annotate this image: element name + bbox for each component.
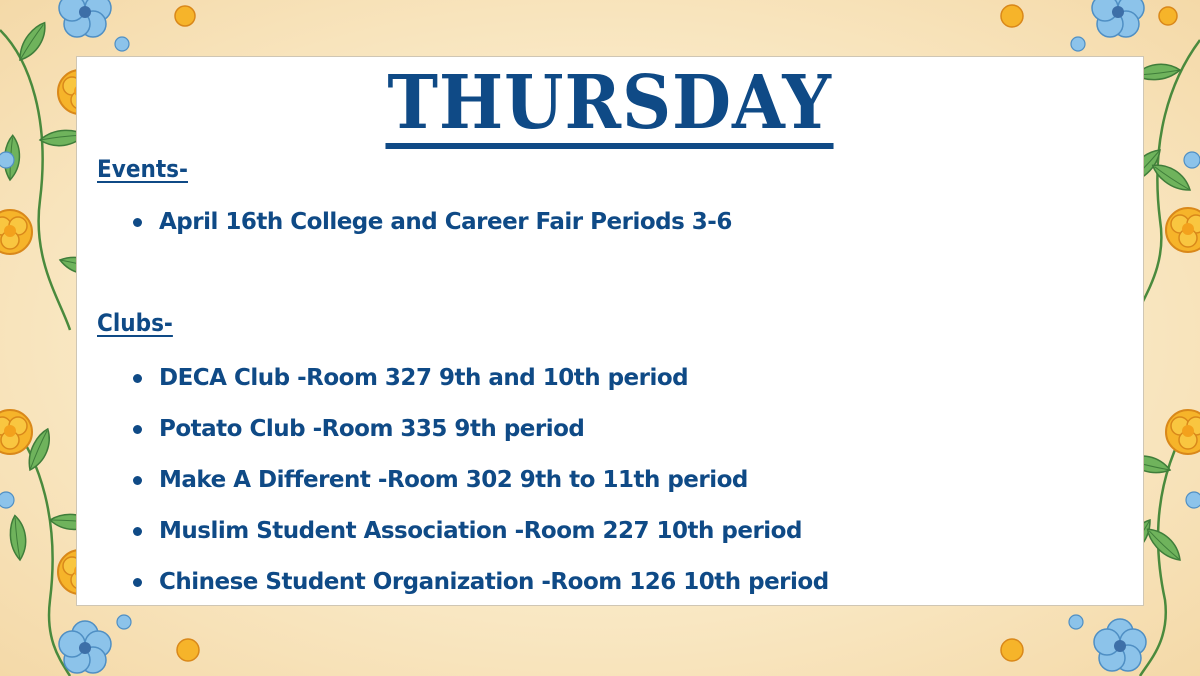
list-item: April 16th College and Career Fair Periods 3-6 <box>133 197 732 248</box>
page-title-text: THURSDAY <box>386 63 834 149</box>
clubs-list <box>133 353 829 608</box>
clubs-heading: Clubs- <box>97 309 173 337</box>
list-item: Potato Club -Room 335 9th period <box>133 404 829 455</box>
list-item: Muslim Student Association -Room 227 10th period <box>133 506 829 557</box>
list-item: Make A Different -Room 302 9th to 11th period <box>133 455 829 506</box>
list-item: DECA Club -Room 327 9th and 10th period <box>133 353 829 404</box>
list-item: Chinese Student Organization -Room 126 10th period <box>133 557 829 608</box>
page-title <box>77 60 1143 149</box>
events-heading: Events- <box>97 155 188 183</box>
events-list <box>133 197 732 248</box>
content-card <box>76 56 1144 606</box>
